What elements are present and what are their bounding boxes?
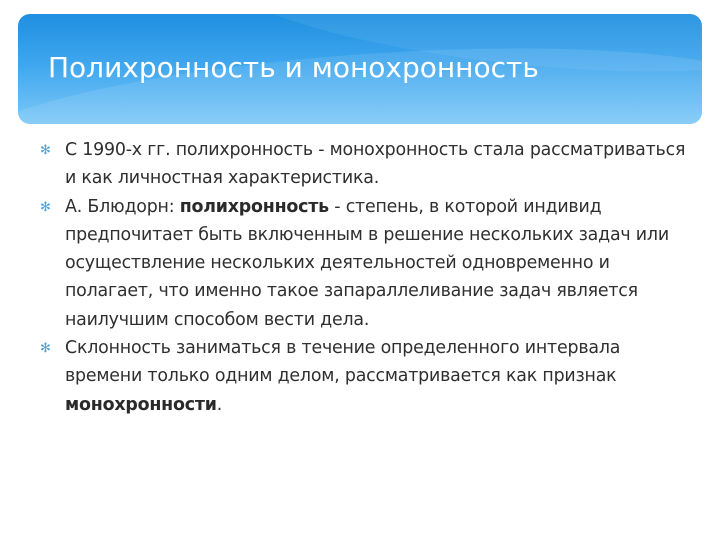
term-polychronicity: полихронность bbox=[179, 196, 329, 217]
bullet-text: . bbox=[216, 394, 223, 415]
snowflake-icon: ✻ bbox=[40, 143, 51, 158]
snowflake-icon: ✻ bbox=[40, 199, 51, 215]
term-monochronicity: монохронности bbox=[65, 394, 217, 415]
bullet-text: А. Блюдорн: bbox=[65, 196, 180, 217]
bullet-list bbox=[40, 136, 700, 419]
slide-title: Полихронность и монохронность bbox=[48, 51, 539, 84]
bullet-text: С 1990-х гг. полихронность - монохронность стала рассматриваться и как личностная характеристика. bbox=[65, 140, 686, 189]
bullet-text: - степень, в которой индивид предпочитает быть включенным в решение нескольких задач или осуществление нескольких деятельностей одновременно и полагает, что именно такое запараллеливание задач является наилучшим способом вести дела. bbox=[65, 196, 669, 330]
snowflake-icon: ✻ bbox=[40, 341, 51, 357]
bullet-item bbox=[40, 334, 700, 419]
bullet-item bbox=[40, 193, 700, 334]
bullet-item bbox=[40, 136, 700, 193]
bullet-text: Склонность заниматься в течение определенного интервала времени только одним делом, рассматривается как признак bbox=[65, 338, 621, 387]
